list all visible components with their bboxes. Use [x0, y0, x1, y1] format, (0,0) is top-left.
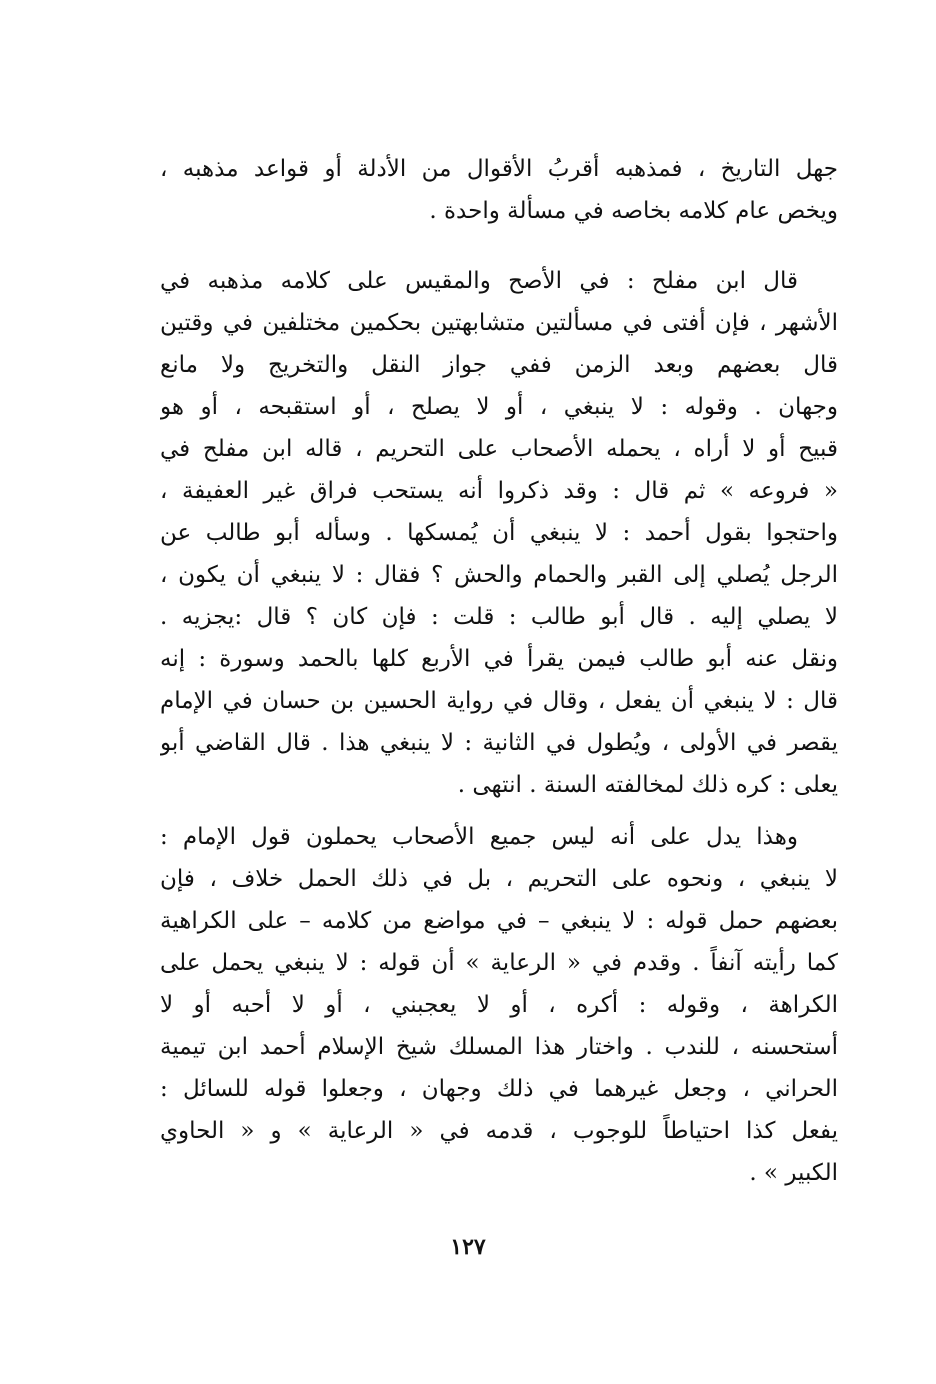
text-line: وجهان . وقوله : لا ينبغي ، أو لا يصلح ، أو استقبحه ، أو هو [160, 394, 838, 420]
paragraph-2 [160, 260, 838, 806]
text-line: أستحسنه ، للندب . واختار هذا المسلك شيخ الإسلام أحمد ابن تيمية [160, 1034, 838, 1060]
page-body [160, 148, 838, 1194]
paragraph-gap [160, 232, 838, 260]
text-line: بعضهم حمل قوله : لا ينبغي – في مواضع من كلامه – على الكراهية [160, 908, 838, 934]
text-line: « فروعه » ثم قال : وقد ذكروا أنه يستحب فراق غير العفيفة ، [160, 478, 838, 504]
text-line: يفعل كذا احتياطاً للوجوب ، قدمه في « الرعاية » و « الحاوي [160, 1118, 838, 1144]
text-line: قبيح أو لا أراه ، يحمله الأصحاب على التحريم ، قاله ابن مفلح في [160, 436, 838, 462]
text-line: الكراهة ، وقوله : أكره ، أو لا يعجبني ، أو لا أحبه أو لا [160, 992, 838, 1018]
page-number: ١٢٧ [450, 1234, 486, 1260]
text-line: لا يصلي إليه . قال أبو طالب : قلت : فإن كان ؟ قال :يجزيه . [160, 604, 838, 630]
paragraph-1 [160, 148, 838, 232]
text-line: ويخص عام كلامه بخاصه في مسألة واحدة . [429, 198, 838, 224]
paragraph-3 [160, 816, 838, 1194]
text-line: واحتجوا بقول أحمد : لا ينبغي أن يُمسكها . وسأله أبو طالب عن [160, 520, 838, 546]
text-line: لا ينبغي ، ونحوه على التحريم ، بل في ذلك الحمل خلاف ، فإن [160, 866, 838, 892]
text-line: يقصر في الأولى ، ويُطول في الثانية : لا ينبغي هذا . قال القاضي أبو [160, 730, 838, 756]
text-line: الرجل يُصلي إلى القبر والحمام والحش ؟ فقال : لا ينبغي أن يكون ، [160, 562, 838, 588]
text-line: الحراني ، وجعل غيرهما في ذلك وجهان ، وجعلوا قوله للسائل : [160, 1076, 838, 1102]
text-line: الأشهر ، فإن أفتى في مسألتين متشابهتين بحكمين مختلفين في وقتين [160, 310, 838, 336]
text-line: وهذا يدل على أنه ليس جميع الأصحاب يحملون قول الإمام : [160, 824, 798, 850]
text-line: يعلى : كره ذلك لمخالفته السنة . انتهى . [457, 772, 838, 798]
text-line: قال ابن مفلح : في الأصح والمقيس على كلامه مذهبه في [160, 268, 798, 294]
text-line: جهل التاريخ ، فمذهبه أقربُ الأقوال من الأدلة أو قواعد مذهبه ، [160, 156, 838, 182]
text-line: ونقل عنه أبو طالب فيمن يقرأ في الأربع كلها بالحمد وسورة : إنه [160, 646, 838, 672]
paragraph-gap [160, 806, 838, 816]
text-line: كما رأيته آنفاً . وقدم في « الرعاية » أن قوله : لا ينبغي يحمل على [160, 950, 838, 976]
text-line: قال : لا ينبغي أن يفعل ، وقال في رواية الحسين بن حسان في الإمام [160, 688, 838, 714]
text-line: الكبير » . [749, 1160, 838, 1186]
text-line: قال بعضهم وبعد الزمن ففي جواز النقل والتخريج ولا مانع [160, 352, 838, 378]
